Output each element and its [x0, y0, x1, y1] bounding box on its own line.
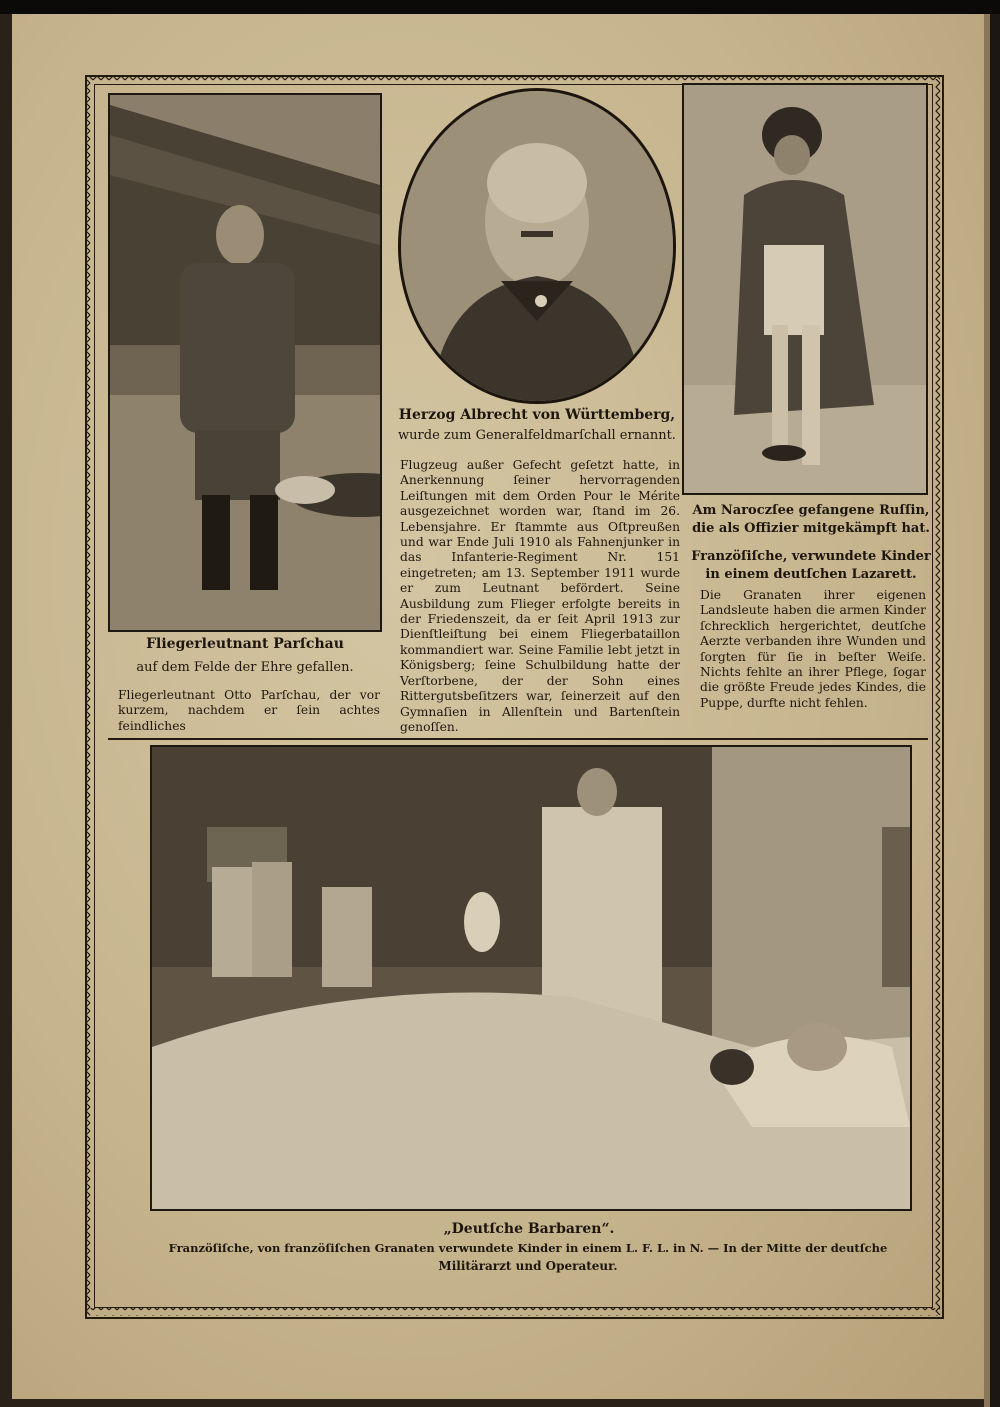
aviator-photo-image: [110, 95, 380, 630]
russian-woman-photo-image: [684, 85, 926, 493]
caption-aviator-subtitle: auf dem Felde der Ehre gefallen.: [136, 660, 354, 675]
hospital-ward-photo-image: [152, 747, 910, 1209]
caption-aviator-body: Fliegerleutnant Otto Parſchau, der vor kurzem, nachdem er ſein achtes feindliches: [118, 688, 380, 733]
heading-french-children-line1: Franzöſiſche, verwundete Kinder: [691, 549, 931, 564]
heading-french-children-line2: in einem deutſchen Lazarett.: [705, 567, 917, 582]
scan-right-edge: [984, 14, 1000, 1407]
article-french-children-body: Die Granaten ihrer eigenen Landsleute haben die armen Kinder ſchrecklich hergerichtet, deutſche Aerzte verbanden ihre Wunden und ſorgten für ſie in beſter Weiſe. Nichts fehlte an ihrer Pflege, ſogar die größte Freude jedes Kindes, die Puppe, durfte nicht fehlen.: [700, 588, 926, 710]
caption-russian-woman-line2: die als Offizier mitgekämpft hat.: [692, 521, 930, 536]
caption-duke-title: Herzog Albrecht von Württemberg,: [398, 407, 676, 423]
article-aviator-continued: Flugzeug außer Gefecht geſetzt hatte, in Anerkennung ſeiner hervorragenden Leiſtungen mit dem Orden Pour le Mérite ausgezeichnet worden war, ſtand im 26. Lebensjahre. Er ſtammte aus Oſtpreußen und war Ende Juli 1910 als Fahnenjunker in das Infanterie-Regiment Nr. 151 eingetreten; am 13. September 1911 wurde er zum Leutnant befördert. Seine Ausbildung zum Flieger erfolgte bereits in der Friedenszeit, da er ſeit April 1913 zur Dienſtleiſtung bei einem Fliegerbataillon kommandiert war. Seine Familie lebt jetzt in Königsberg; ſeine Schulbildung hatte der Verſtorbene, der der Sohn eines Rittergutsbeſitzers war, ſeinerzeit auf den Gymnaſien in Allenſtein und Bartenſtein genoſſen.: [400, 458, 680, 734]
caption-duke-subtitle: wurde zum Generalfeldmarſchall ernannt.: [398, 428, 676, 443]
duke-portrait-image: [401, 91, 673, 401]
caption-hospital-line1: Franzöſiſche, von franzöſiſchen Granaten verwundete Kinder in einem L. F. L. in N. — In der Mitte der deutſche: [168, 1241, 888, 1255]
caption-aviator-title: Fliegerleutnant Parſchau: [146, 636, 344, 652]
oval-portrait-duke: [398, 88, 676, 404]
section-divider: [108, 738, 928, 740]
caption-hospital-line2: Militärarzt und Operateur.: [438, 1259, 618, 1273]
photo-hospital-ward: [150, 745, 912, 1211]
caption-russian-woman-line1: Am Naroczſee gefangene Ruſſin,: [692, 503, 930, 518]
scan-top-border: [0, 0, 1000, 14]
photo-aviator: [108, 93, 382, 632]
photo-russian-woman: [682, 83, 928, 495]
caption-hospital-title: „Deutſche Barbaren“.: [443, 1221, 615, 1237]
